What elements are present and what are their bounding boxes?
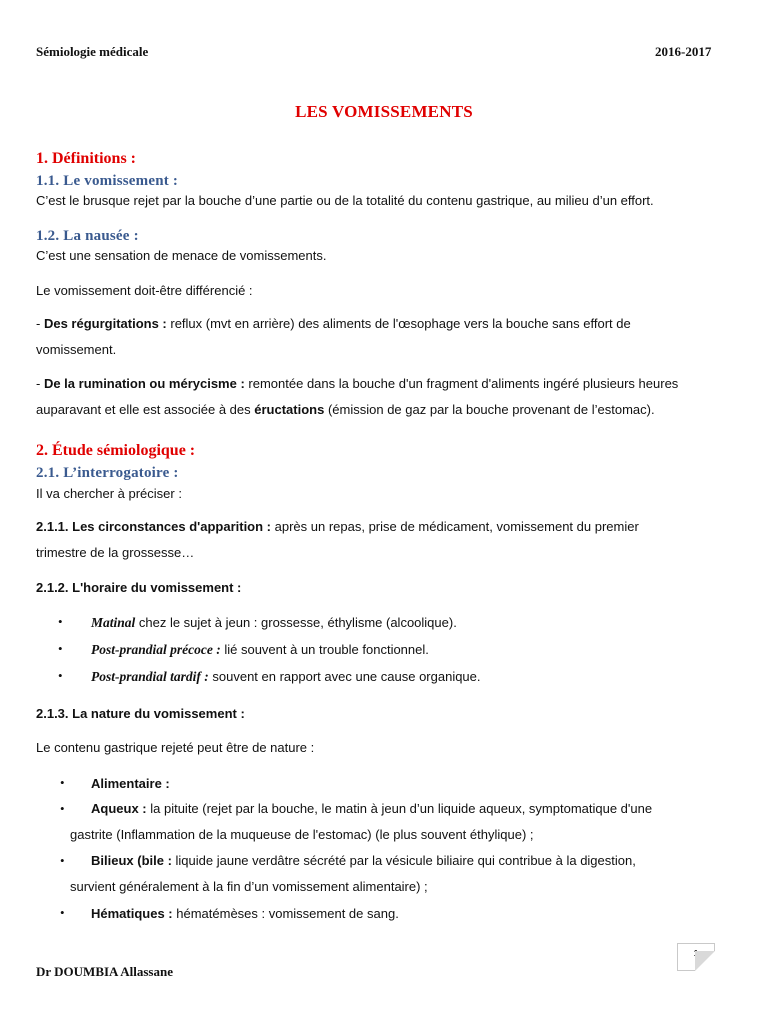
circonstances-text-cont: trimestre de la grossesse… — [36, 545, 195, 560]
nature-item-bilieux: Bilieux (bile : liquide jaune verdâtre sécrété par la vésicule biliaire qui contribue à la digestion, survient généralement à la fin d’un vomissement alimentaire) ; — [70, 853, 636, 894]
dash: - — [36, 376, 44, 391]
horaire-heading: 2.1.2. L'horaire du vomissement : — [36, 580, 242, 595]
section-2-1-text: Il va chercher à préciser : — [36, 486, 182, 501]
section-1-heading: 1. Définitions : — [36, 150, 136, 167]
horaire-item: Post-prandial précoce : lié souvent à un trouble fonctionnel. — [91, 642, 429, 657]
horaire-item: Post-prandial tardif : souvent en rapport avec une cause organique. — [91, 669, 481, 684]
rumination-text-end: (émission de gaz par la bouche provenant de l’estomac). — [324, 402, 655, 417]
rumination-text: remontée dans la bouche d'un fragment d'aliments ingéré plusieurs heures — [244, 376, 679, 391]
regurgitations-paragraph — [36, 311, 736, 363]
footer-author: Dr DOUMBIA Allassane — [36, 964, 173, 979]
regurgitations-label: Des régurgitations : — [43, 316, 167, 331]
bullet-icon: • — [58, 641, 63, 656]
circonstances-text: après un repas, prise de médicament, vomissement du premier — [271, 519, 639, 534]
eructations-term: éructations — [254, 402, 325, 417]
section-1-1-heading: 1.1. Le vomissement : — [36, 173, 179, 189]
horaire-item: Matinal chez le sujet à jeun : grossesse, éthylisme (alcoolique). — [91, 615, 457, 630]
bullet-icon: • — [58, 614, 63, 629]
rumination-paragraph — [36, 371, 756, 423]
page-number-box — [677, 943, 715, 971]
regurgitations-text: reflux (mvt en arrière) des aliments de l'œsophage vers la bouche sans effort de — [166, 316, 631, 331]
circonstances-paragraph — [36, 514, 756, 566]
bullet-icon: • — [60, 905, 65, 920]
dash: - — [36, 316, 44, 331]
page-title: LES VOMISSEMENTS — [295, 102, 473, 121]
page-curl-icon — [695, 951, 715, 971]
nature-heading: 2.1.3. La nature du vomissement : — [36, 706, 245, 721]
header-year: 2016-2017 — [655, 44, 712, 59]
header-course: Sémiologie médicale — [36, 44, 149, 59]
bullet-icon: • — [58, 668, 63, 683]
section-2-1-heading: 2.1. L’interrogatoire : — [36, 465, 179, 481]
regurgitations-text-cont: vomissement. — [36, 342, 117, 357]
bullet-icon: • — [60, 775, 65, 790]
rumination-text-cont: auparavant et elle est associée à des — [36, 402, 255, 417]
nature-item-aqueux: Aqueux : la pituite (rejet par la bouche, le matin à jeun d’un liquide aqueux, symptomatique d'une gastrite (Inflammation de la muqueuse de l'estomac) (le plus souvent éthylique) ; — [70, 801, 653, 842]
section-1-2-heading: 1.2. La nausée : — [36, 228, 139, 244]
nature-intro: Le contenu gastrique rejeté peut être de nature : — [36, 740, 315, 755]
circonstances-label: 2.1.1. Les circonstances d'apparition : — [36, 519, 272, 534]
section-2-heading: 2. Étude sémiologique : — [36, 442, 196, 459]
differentiation-intro: Le vomissement doit-être différencié : — [36, 283, 253, 298]
page-number: 1 — [693, 949, 699, 958]
rumination-label: De la rumination ou mérycisme : — [43, 376, 245, 391]
bullet-icon: • — [60, 801, 65, 816]
section-1-1-text: C’est le brusque rejet par la bouche d’une partie ou de la totalité du contenu gastrique, au milieu d’un effort. — [36, 193, 654, 208]
section-1-2-text: C’est une sensation de menace de vomissements. — [36, 248, 327, 263]
nature-item-alimentaire: Alimentaire : — [91, 776, 170, 791]
nature-item-hematiques: Hématiques : hématémèses : vomissement de sang. — [91, 906, 399, 921]
bullet-icon: • — [60, 853, 65, 868]
